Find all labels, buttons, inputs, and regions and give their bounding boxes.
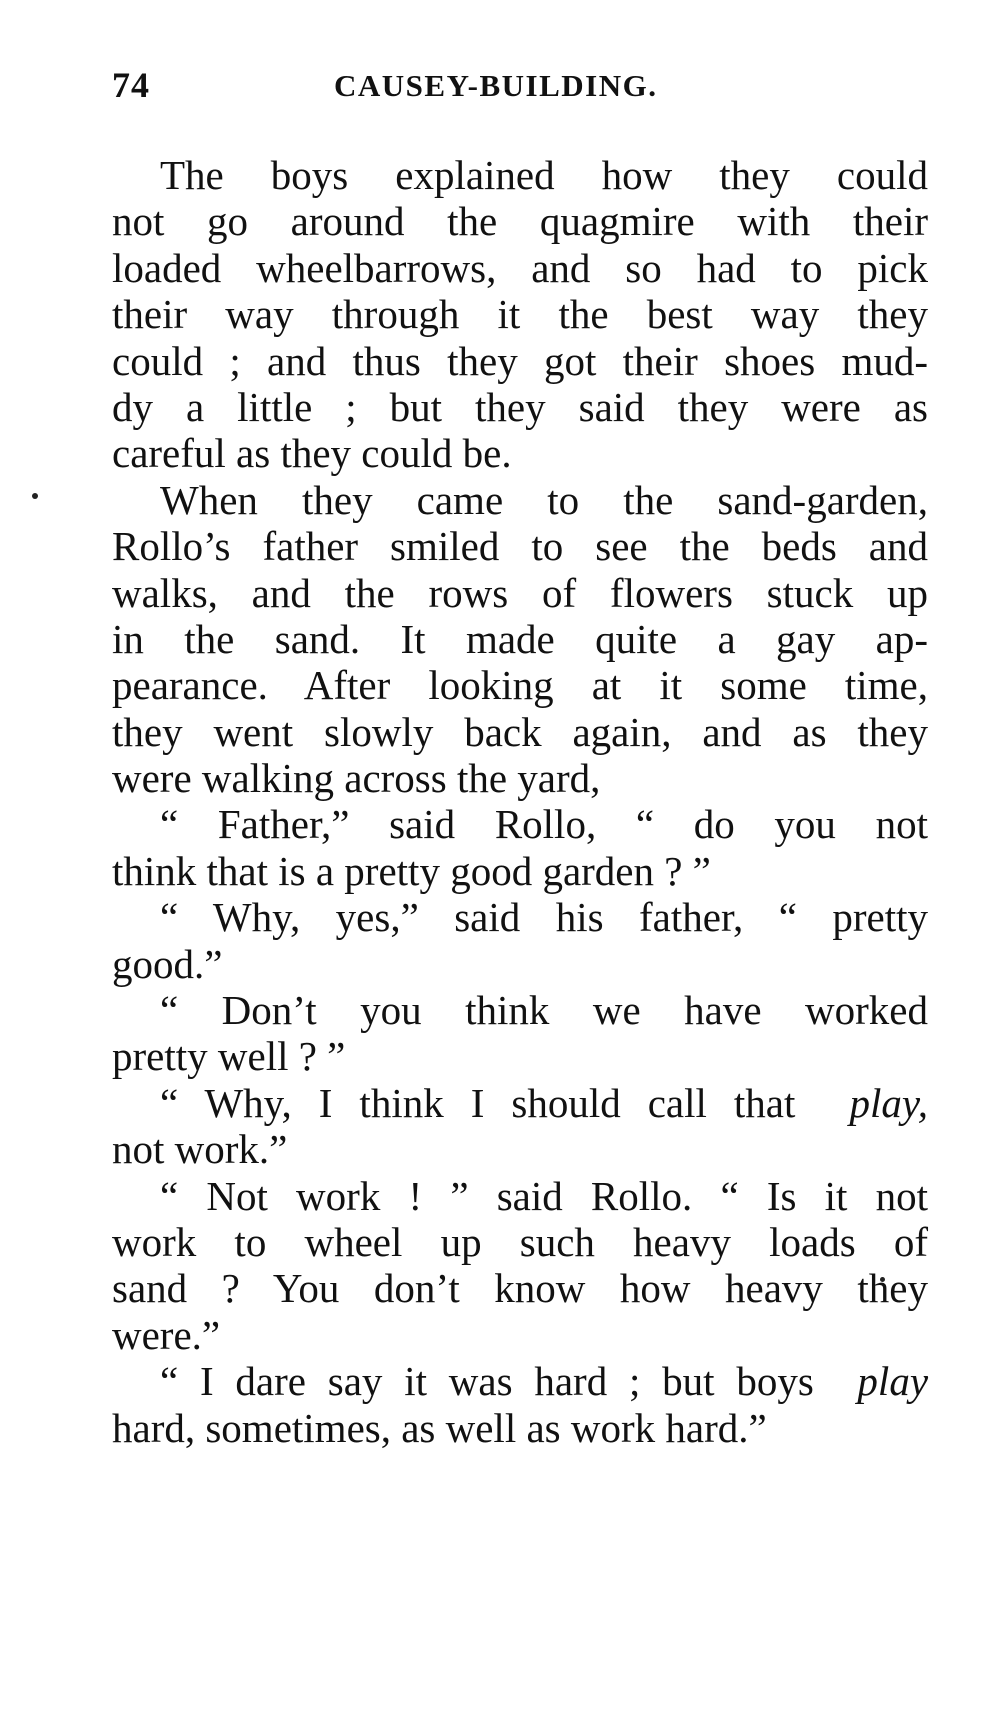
text-segment: “ Why, I think I should call that <box>160 1079 796 1126</box>
text-line: pearance. After looking at it some time, <box>112 662 928 709</box>
text-segment: “ I dare say it was hard ; but boys <box>160 1358 814 1405</box>
print-speck <box>32 493 38 499</box>
text-line: “ Why, yes,” said his father, “ pretty <box>160 894 928 941</box>
text-line: good.” <box>112 940 223 987</box>
text-line: not go around the quagmire with their <box>112 198 928 245</box>
text-line: could ; and thus they got their shoes mud- <box>112 337 928 384</box>
text-line: their way through it the best way they <box>112 291 928 338</box>
text-line: work to wheel up such heavy loads of <box>112 1218 928 1265</box>
text-line: were.” <box>112 1311 221 1358</box>
text-line: dy a little ; but they said they were as <box>112 383 928 430</box>
text-line: When they came to the sand-garden, <box>160 476 928 523</box>
text-line: loaded wheelbarrows, and so had to pick <box>112 244 928 291</box>
running-head <box>112 64 940 104</box>
text-line: sand ? You don’t know how heavy they <box>112 1265 928 1312</box>
text-line: pretty well ? ” <box>112 1033 346 1080</box>
page-number: 74 <box>112 65 150 105</box>
text-line: Rollo’s father smiled to see the beds and <box>112 523 928 570</box>
italic-word: play <box>857 1358 929 1405</box>
text-line: in the sand. It made quite a gay ap- <box>112 615 928 662</box>
text-line: think that is a pretty good garden ? ” <box>112 847 711 894</box>
text-line: they went slowly back again, and as they <box>112 708 928 755</box>
text-line <box>112 1358 928 1404</box>
body-text <box>112 152 928 1451</box>
text-line: hard, sometimes, as well as work hard.” <box>112 1404 767 1451</box>
running-title: CAUSEY-BUILDING. <box>334 68 658 103</box>
text-line: were walking across the yard, <box>112 755 601 802</box>
text-line <box>112 1080 928 1126</box>
italic-word: play, <box>849 1079 929 1126</box>
text-line: careful as they could be. <box>112 430 512 477</box>
text-line: “ Father,” said Rollo, “ do you not <box>160 801 928 848</box>
text-line: walks, and the rows of flowers stuck up <box>112 569 928 616</box>
text-line: not work.” <box>112 1126 288 1173</box>
text-line: “ Don’t you think we have worked <box>160 987 928 1034</box>
text-line: “ Not work ! ” said Rollo. “ Is it not <box>160 1172 928 1219</box>
text-line: The boys explained how they could <box>160 152 928 198</box>
